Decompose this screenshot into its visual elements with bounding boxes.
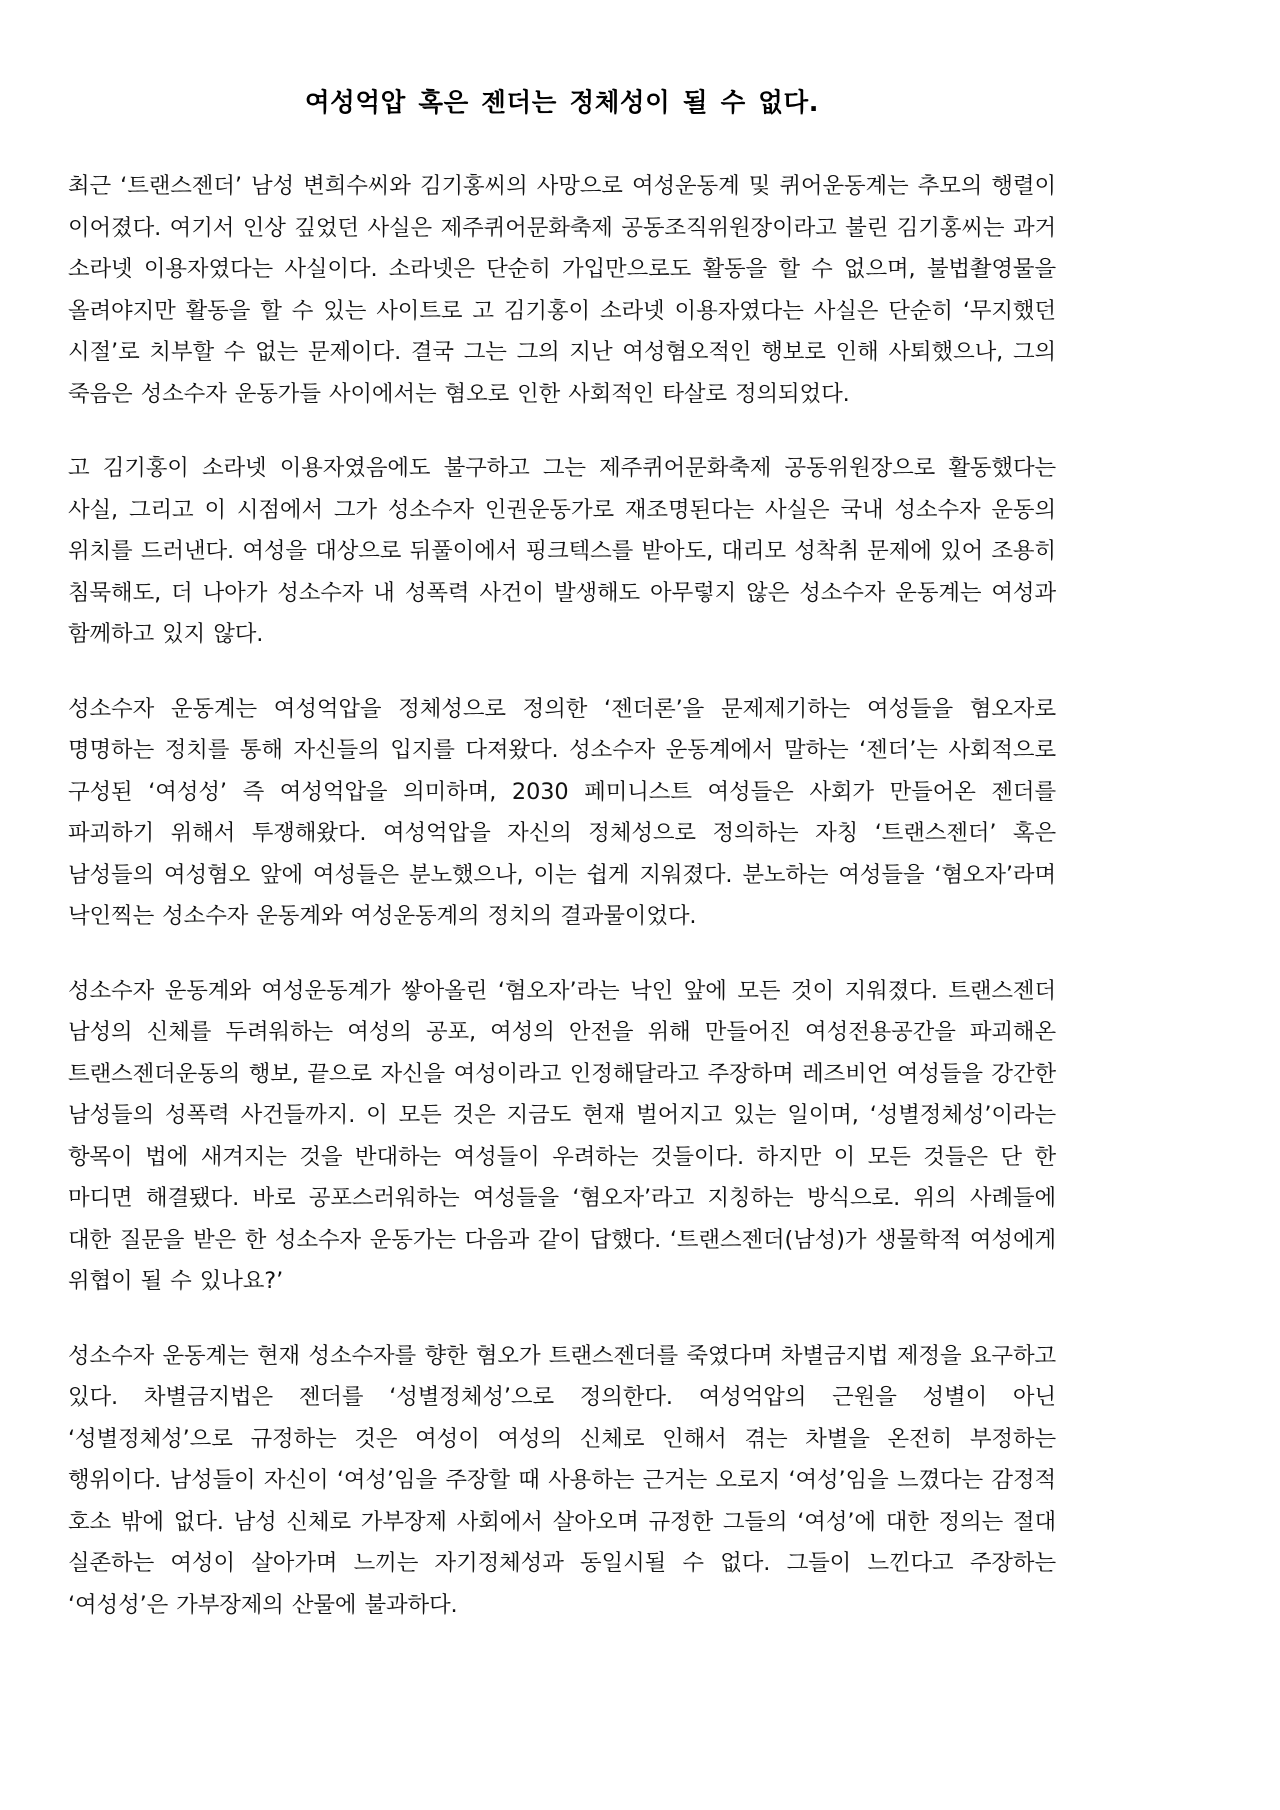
paragraph-1: 최근 ‘트랜스젠더’ 남성 변희수씨와 김기홍씨의 사망으로 여성운동계 및 퀴어운동계는 추모의 행렬이 이어졌다. 여기서 인상 깊었던 사실은 제주퀴어문화축제 공동조직위원장이라고 불린 김기홍씨는 과거 소라넷 이용자였다는 사실이다. 소라넷은 단순히 가입만으로도 활동을 할 수 없으며, 불법촬영물을 올려야지만 활동을 할 수 있는 사이트로 고 김기홍이 소라넷 이용자였다는 사실은 단순히 ‘무지했던 시절’로 치부할 수 없는 문제이다. 결국 그는 그의 지난 여성혐오적인 행보로 인해 사퇴했으나, 그의 죽음은 성소수자 운동가들 사이에서는 혐오로 인한 사회적인 타살로 정의되었다.: [68, 173, 1056, 407]
paragraph-3: 성소수자 운동계는 여성억압을 정체성으로 정의한 ‘젠더론’을 문제제기하는 여성들을 혐오자로 명명하는 정치를 통해 자신들의 입지를 다져왔다. 성소수자 운동계에서 말하는 ‘젠더’는 사회적으로 구성된 ‘여성성’ 즉 여성억압을 의미하며, 2030 페미니스트 여성들은 사회가 만들어온 젠더를 파괴하기 위해서 투쟁해왔다. 여성억압을 자신의 정체성으로 정의하는 자칭 ‘트랜스젠더’ 혹은 남성들의 여성혐오 앞에 여성들은 분노했으나, 이는 쉽게 지워졌다. 분노하는 여성들을 ‘혐오자’라며 낙인찍는 성소수자 운동계와 여성운동계의 정치의 결과물이었다.: [68, 695, 1056, 930]
document-body: [68, 0, 1056, 1626]
page-title: 여성억압 혹은 젠더는 정체성이 될 수 없다.: [304, 88, 820, 118]
paragraph-5: 성소수자 운동계는 현재 성소수자를 향한 혐오가 트랜스젠더를 죽였다며 차별금지법 제정을 요구하고 있다. 차별금지법은 젠더를 ‘성별정체성’으로 정의한다. 여성억압의 근원을 성별이 아닌 ‘성별정체성’으로 규정하는 것은 여성이 여성의 신체로 인해서 겪는 차별을 온전히 부정하는 행위이다. 남성들이 자신이 ‘여성’임을 주장할 때 사용하는 근거는 오로지 ‘여성’임을 느꼈다는 감정적 호소 밖에 없다. 남성 신체로 가부장제 사회에서 살아오며 규정한 그들의 ‘여성’에 대한 정의는 절대 실존하는 여성이 살아가며 느끼는 자기정체성과 동일시될 수 없다. 그들이 느낀다고 주장하는 ‘여성성’은 가부장제의 산물에 불과하다.: [68, 1342, 1056, 1618]
paragraph-4: 성소수자 운동계와 여성운동계가 쌓아올린 ‘혐오자’라는 낙인 앞에 모든 것이 지워졌다. 트랜스젠더 남성의 신체를 두려워하는 여성의 공포, 여성의 안전을 위해 만들어진 여성전용공간을 파괴해온 트랜스젠더운동의 행보, 끝으로 자신을 여성이라고 인정해달라고 주장하며 레즈비언 여성들을 강간한 남성들의 성폭력 사건들까지. 이 모든 것은 지금도 현재 벌어지고 있는 일이며, ‘성별정체성’이라는 항목이 법에 새겨지는 것을 반대하는 여성들이 우려하는 것들이다. 하지만 이 모든 것들은 단 한 마디면 해결됐다. 바로 공포스러워하는 여성들을 ‘혐오자’라고 지칭하는 방식으로. 위의 사례들에 대한 질문을 받은 한 성소수자 운동가는 다음과 같이 답했다. ‘트랜스젠더(남성)가 생물학적 여성에게 위협이 될 수 있나요?’: [68, 977, 1056, 1295]
paragraph-2: 고 김기홍이 소라넷 이용자였음에도 불구하고 그는 제주퀴어문화축제 공동위원장으로 활동했다는 사실, 그리고 이 시점에서 그가 성소수자 인권운동가로 재조명된다는 사실은 국내 성소수자 운동의 위치를 드러낸다. 여성을 대상으로 뒤풀이에서 핑크텍스를 받아도, 대리모 성착취 문제에 있어 조용히 침묵해도, 더 나아가 성소수자 내 성폭력 사건이 발생해도 아무렇지 않은 성소수자 운동계는 여성과 함께하고 있지 않다.: [68, 455, 1056, 648]
